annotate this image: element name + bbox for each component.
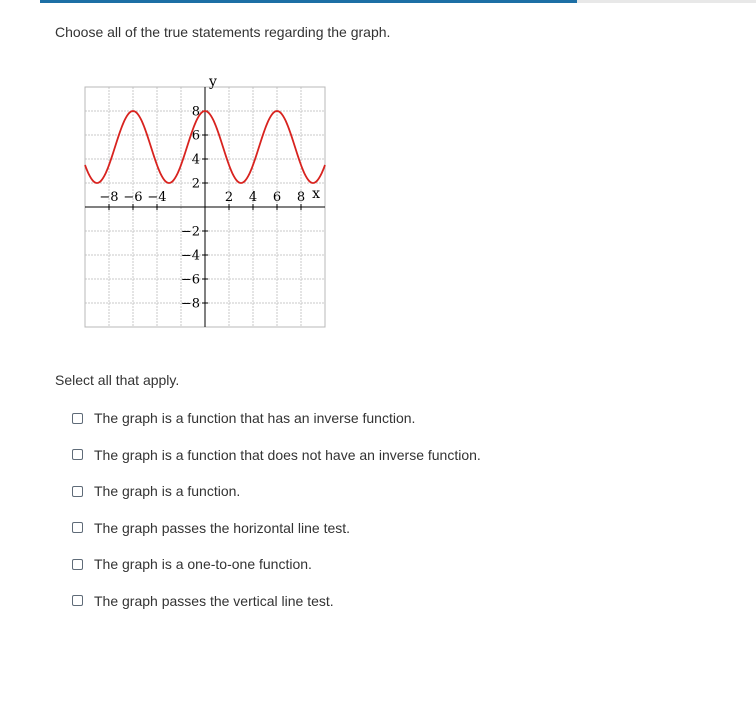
x-tick-label: 6 xyxy=(272,190,282,205)
option-label: The graph passes the horizontal line test. xyxy=(94,519,351,536)
x-tick-label: 8 xyxy=(296,190,306,205)
option-one-to-one[interactable] xyxy=(72,555,481,573)
x-axis-label: x xyxy=(312,186,320,202)
question-text: Choose all of the true statements regarding the graph. xyxy=(55,24,391,40)
checkbox[interactable] xyxy=(72,522,83,533)
checkbox[interactable] xyxy=(72,413,83,424)
option-label: The graph is a function. xyxy=(94,483,241,499)
x-tick-label: −6 xyxy=(123,190,143,205)
option-has-inverse[interactable] xyxy=(72,409,481,427)
x-tick-label: 4 xyxy=(248,190,258,205)
graph-axes xyxy=(85,87,325,327)
answer-options xyxy=(72,409,481,628)
y-tick-label: −2 xyxy=(180,224,200,240)
graph-tick-labels xyxy=(99,105,305,312)
y-tick-label: 8 xyxy=(191,104,200,120)
option-no-inverse[interactable] xyxy=(72,446,481,464)
y-tick-label: −8 xyxy=(180,296,200,312)
y-axis-label: y xyxy=(209,75,217,90)
y-tick-label: 6 xyxy=(191,128,200,144)
x-tick-label: 2 xyxy=(224,190,234,205)
y-tick-label: −4 xyxy=(180,248,200,264)
y-tick-label: 4 xyxy=(191,152,200,168)
option-horizontal-line-test[interactable] xyxy=(72,519,481,537)
option-vertical-line-test[interactable] xyxy=(72,592,481,610)
progress-bar-fill xyxy=(40,0,577,3)
option-label: The graph is a one-to-one function. xyxy=(94,556,312,572)
instruction-text: Select all that apply. xyxy=(55,372,180,388)
x-tick-label: −8 xyxy=(99,190,119,205)
y-tick-label: −6 xyxy=(180,272,200,288)
option-is-function[interactable] xyxy=(72,482,481,500)
checkbox[interactable] xyxy=(72,559,83,570)
option-label: The graph passes the vertical line test. xyxy=(94,592,334,609)
checkbox[interactable] xyxy=(72,449,83,460)
option-label: The graph is a function that does not have an inverse function. xyxy=(94,446,481,463)
checkbox[interactable] xyxy=(72,486,83,497)
x-tick-label: −4 xyxy=(147,190,167,205)
progress-bar xyxy=(40,0,756,3)
option-label: The graph is a function that has an inverse function. xyxy=(94,410,416,426)
function-graph xyxy=(80,75,328,329)
y-tick-label: 2 xyxy=(191,176,200,192)
checkbox[interactable] xyxy=(72,595,83,606)
